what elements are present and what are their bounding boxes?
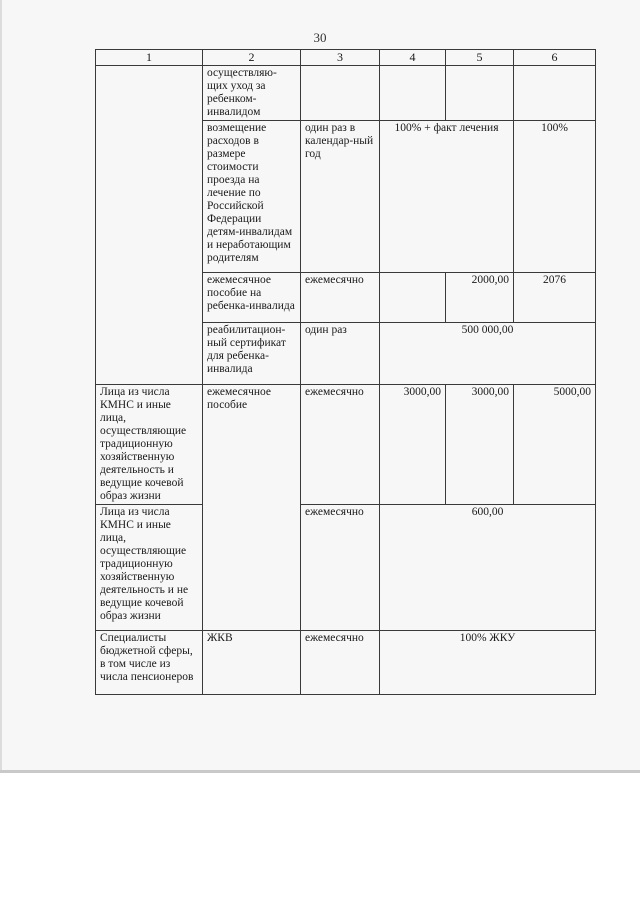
table-cell: Лица из числа КМНС и иные лица, осуществляющие традиционную хозяйственную деятельность и не ведущие кочевой образ жизни [96, 505, 203, 631]
column-header: 6 [514, 50, 596, 66]
scan-edge [0, 0, 2, 770]
page-number: 30 [313, 30, 327, 45]
table-cell: 2076 [514, 273, 596, 323]
table-cell [380, 66, 446, 121]
table-row [96, 631, 596, 695]
table-cell: ежемесячно [301, 631, 380, 695]
table-cell: 100% + факт лечения [380, 121, 514, 273]
table-cell: ежемесячное пособие на ребенка-инвалида [203, 273, 301, 323]
table-cell: ежемесячно [301, 505, 380, 631]
table-cell [446, 66, 514, 121]
benefits-table [95, 49, 596, 695]
table-cell [301, 66, 380, 121]
table-row [96, 385, 596, 505]
table-cell: возмещение расходов в размере стоимости проезда на лечение по Российской Федерации детям-инвалидам и неработающим родителям [203, 121, 301, 273]
table-cell: ежемесячно [301, 385, 380, 505]
table-cell: 100% [514, 121, 596, 273]
column-header: 4 [380, 50, 446, 66]
table-row [96, 66, 596, 121]
column-header: 2 [203, 50, 301, 66]
table-cell: 5000,00 [514, 385, 596, 505]
column-header: 5 [446, 50, 514, 66]
table-cell: один раз в календар-ный год [301, 121, 380, 273]
table-cell: Лица из числа КМНС и иные лица, осуществляющие традиционную хозяйственную деятельность и ведущие кочевой образ жизни [96, 385, 203, 505]
table-cell: 2000,00 [446, 273, 514, 323]
table-cell: Специалисты бюджетной сферы, в том числе из числа пенсионеров [96, 631, 203, 695]
table-header-row [96, 50, 596, 66]
table-cell [96, 66, 203, 385]
table-cell [514, 66, 596, 121]
table-cell: один раз [301, 323, 380, 385]
table-cell: ежемесячное пособие [203, 385, 301, 631]
table-cell [380, 273, 446, 323]
table-cell: осуществляю-щих уход за ребенком-инвалидом [203, 66, 301, 121]
table-cell: реабилитацион-ный сертификат для ребенка-инвалида [203, 323, 301, 385]
table-cell: ЖКВ [203, 631, 301, 695]
column-header: 3 [301, 50, 380, 66]
table-cell: ежемесячно [301, 273, 380, 323]
table-cell: 500 000,00 [380, 323, 596, 385]
table-cell: 3000,00 [380, 385, 446, 505]
table-cell: 100% ЖКУ [380, 631, 596, 695]
table-cell: 3000,00 [446, 385, 514, 505]
table-cell: 600,00 [380, 505, 596, 631]
table-row [96, 505, 596, 631]
column-header: 1 [96, 50, 203, 66]
